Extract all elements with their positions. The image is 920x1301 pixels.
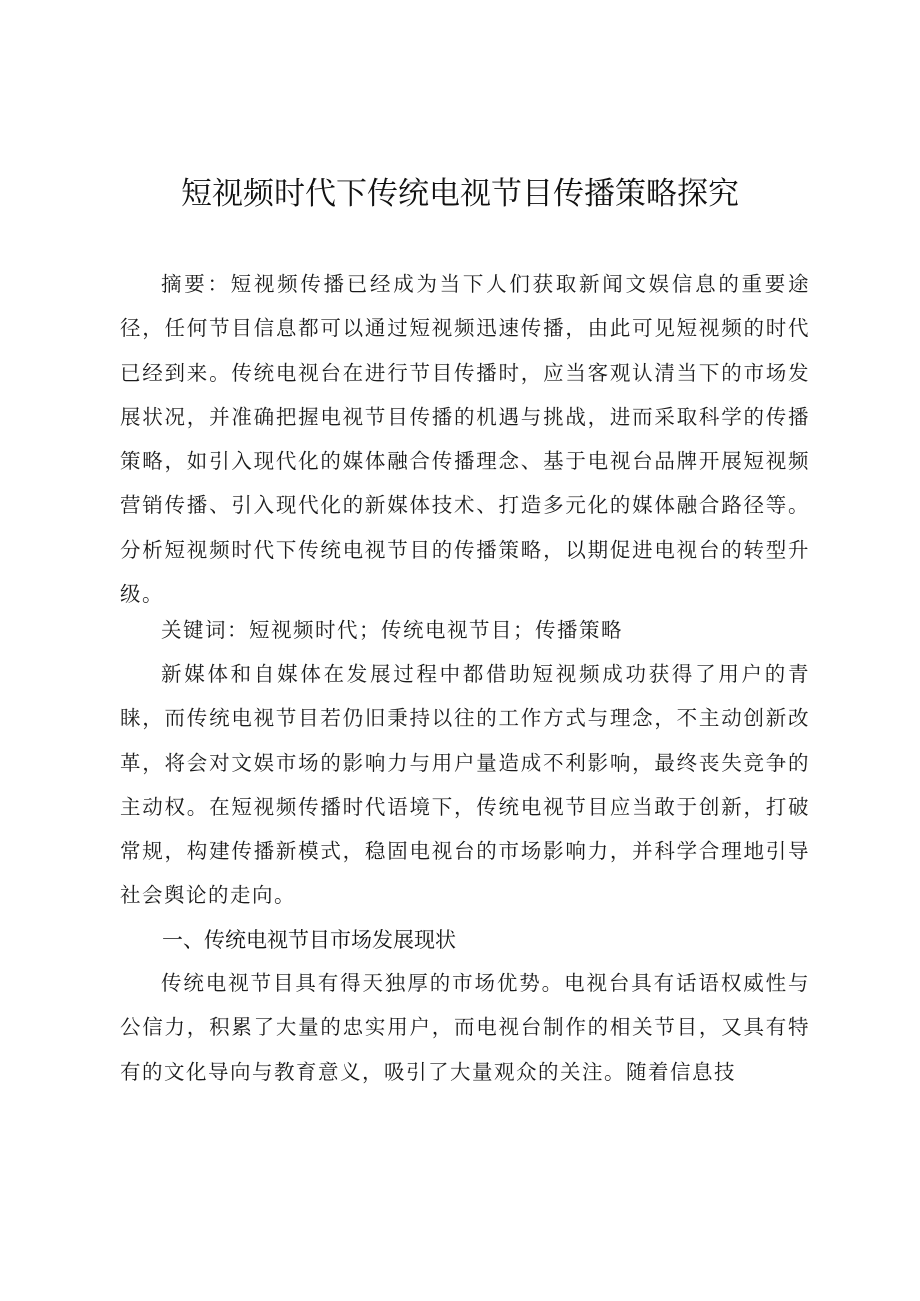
abstract-text: 短视频传播已经成为当下人们获取新闻文娱信息的重要途径，任何节目信息都可以通过短视频迅速传播，由此可见短视频的时代已经到来。传统电视台在进行节目传播时，应当客观认清当下的市场发展状况，并准确把握电视节目传播的机遇与挑战，进而采取科学的传播策略，如引入现代化的媒体融合传播理念、基于电视台品牌开展短视频营销传播、引入现代化的新媒体技术、打造多元化的媒体融合路径等。分析短视频时代下传统电视节目的传播策略，以期促进电视台的转型升级。 — [120, 272, 811, 607]
keywords-paragraph — [120, 608, 810, 652]
keywords-text: 短视频时代；传统电视节目；传播策略 — [249, 618, 623, 642]
section-paragraph: 传统电视节目具有得天独厚的市场优势。电视台具有话语权威性与公信力，积累了大量的忠实用户，而电视台制作的相关节目，又具有特有的文化导向与教育意义，吸引了大量观众的关注。随着信息技 — [120, 971, 810, 1084]
intro-paragraph: 新媒体和自媒体在发展过程中都借助短视频成功获得了用户的青睐，而传统电视节目若仍旧秉持以往的工作方式与理念，不主动创新改革，将会对文娱市场的影响力与用户量造成不利影响，最终丧失竞争的主动权。在短视频传播时代语境下，传统电视节目应当敢于创新，打破常规，构建传播新模式，稳固电视台的市场影响力，并科学合理地引导社会舆论的走向。 — [120, 662, 810, 908]
section-heading: 一、传统电视节目市场发展现状 — [162, 928, 456, 952]
abstract-label: 摘要： — [161, 272, 231, 296]
abstract-paragraph — [120, 262, 810, 616]
keywords-label: 关键词： — [161, 618, 249, 642]
document-title: 短视频时代下传统电视节目传播策略探究 — [181, 176, 739, 212]
